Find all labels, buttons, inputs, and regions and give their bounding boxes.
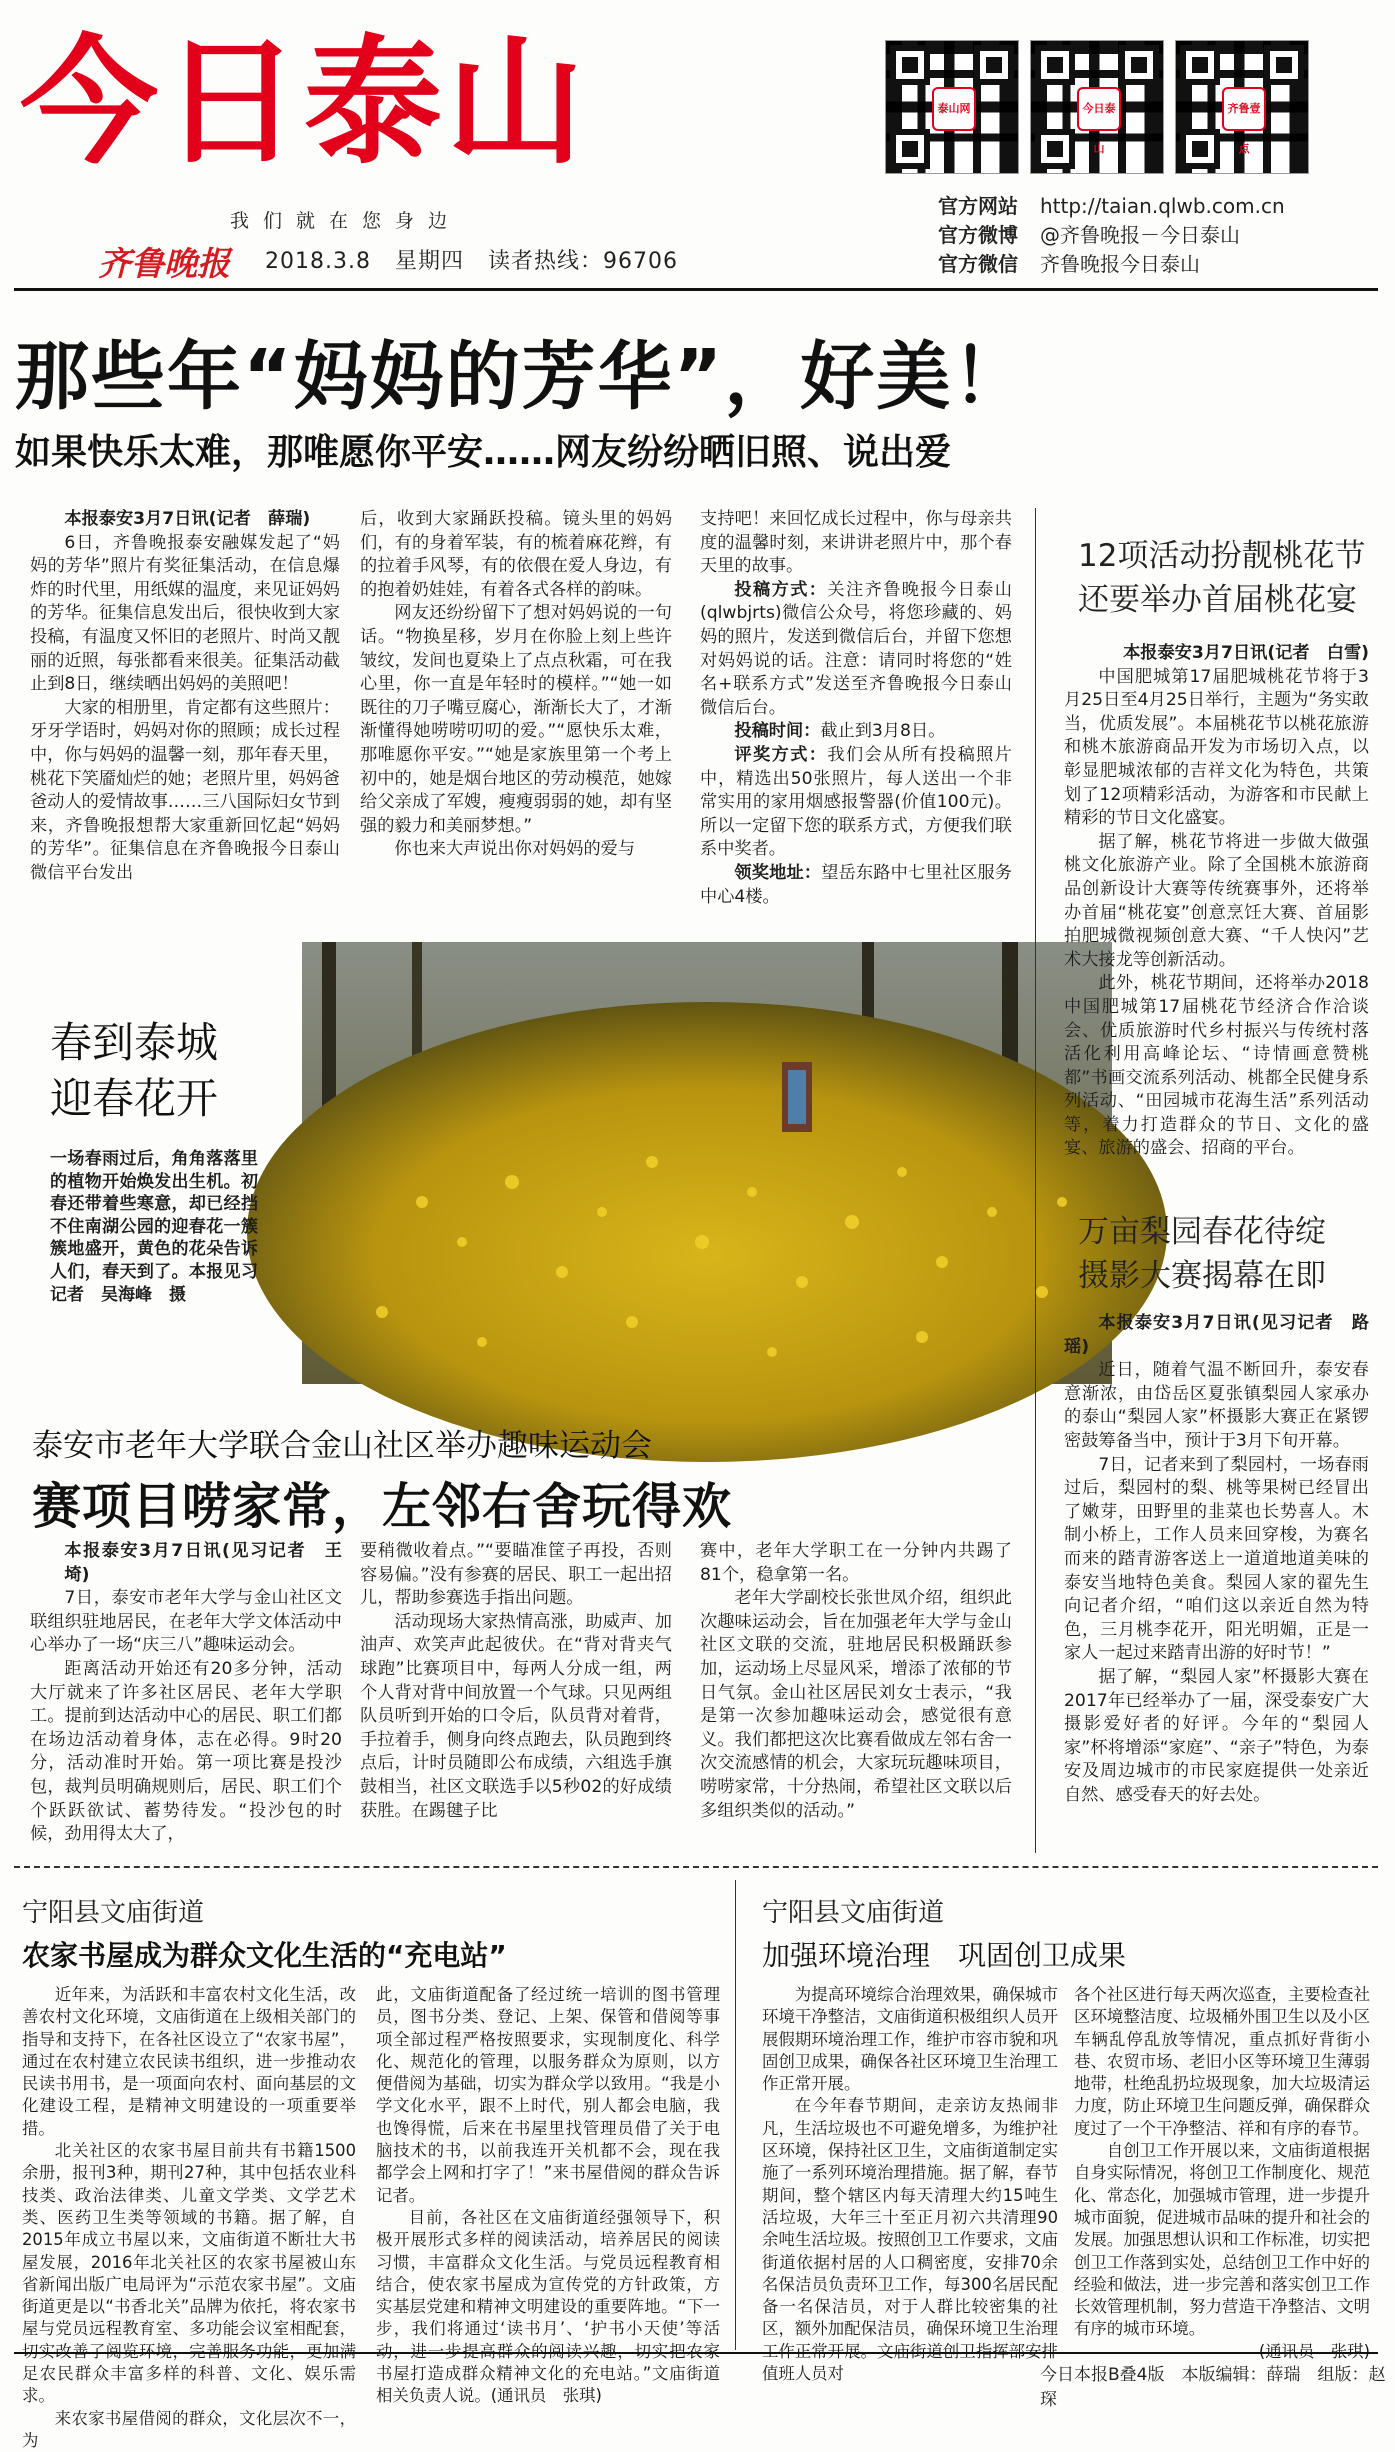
masthead-rule [14,288,1378,291]
photo-credit: 本报见习记者 吴海峰 摄 [50,1261,259,1305]
qr-code-icon: 今日泰山 [1030,40,1164,174]
sanitation-headline: 加强环境治理 巩固创卫成果 [762,1939,1127,1972]
weekday: 星期四 [394,249,464,274]
qr-code-icon: 泰山网 [885,40,1019,174]
official-weibo: 官方微博 @齐鲁晚报－今日泰山 [938,223,1240,247]
bookroom-headline: 农家书屋成为群众文化生活的“充电站” [22,1939,507,1972]
lead-col-2: 后，收到大家踊跃投稿。镜头里的妈妈们，有的身着军装，有的梳着麻花辫，有的拉着手风琴，有的依偎在爱人身边，有的抱着奶娃娃，有着各式各样的韵味。 网友还纷纷留下了想对妈妈说的一句话。“物换星移，岁月在你脸上刻上些许皱纹，发间也夏染上了点点秋霜，可在我心里，你一直是年轻时的模样。”“她一如既往的刀子嘴豆腐心，渐渐长大了，才渐渐懂得她唠唠叨叨的爱。”“愿快乐太难，那唯愿你平安。”“她是家族里第一个考上初中的，她是烟台地区的劳动模范，她嫁给父亲成了军嫂，瘦瘦弱弱的她，却有坚强的毅力和美丽梦想。” 你也来大声说出你对妈妈的爱与 [360,509,672,860]
bookroom-col-1: 近年来，为活跃和丰富农村文化生活，改善农村文化环境，文庙街道在上级相关部门的指导和支持下，在各社区设立了“农家书屋”，通过在农村建立农民读书组织，进一步推动农民读书用书，是一项面向农村、面向基层的文化建设工程，是精神文明建设的一项重要举措。 北关社区的农家书屋目前共有书籍1500余册，报刊3种，期刊27种，其中包括农业科技类、政治法律类、儿童文学类、文学艺术类、医药卫生类等领域的书籍。据了解，自2015年成立书屋以来，文庙街道不断壮大书屋发展，2016年北关社区的农家书屋被山东省新闻出版广电局评为“示范农家书屋”。文庙街道更是以“书香北关”品牌为依托，将农家书屋与党员远程教育室、多功能会议室相配套， 足农民群众丰富多样的科普、文化、娱乐需求。 来农家书屋借阅的群众，文化层次不一，为 [22,1985,356,2450]
column-divider [735,1880,736,2350]
sports-col-1: 本报泰安3月7日讯(见习记者 王埼) 7日，泰安市老年大学与金山社区文联组织驻地居民，在老年大学文体活动中心举办了一场“庆三八”趣味运动会。 距离活动开始还有20多分钟，活动大厅就来了许多社区居民、老年大学职工。提前到达活动中心的居民、职工们都在场边活动着身体，志在必得。9时20分，活动准时开始。第一项比赛是投沙包，裁判员明确规则后，居民、职工们个个跃跃欲试、蓄势待发。“投沙包的时候，劲用得太大了， [30,1541,342,1845]
lead-subhead: 如果快乐太难，那唯愿你平安……网友纷纷晒旧照、说出爱 [15,432,952,473]
slogan: 我们就在您身边 [230,210,462,232]
website-link[interactable]: http://taian.qlwb.com.cn [1040,194,1285,218]
lead-col-3: 支持吧！来回忆成长过程中，你与母亲共度的温馨时刻，来讲讲老照片中，那个春天里的故事。 投稿方式：关注齐鲁晚报今日泰山(qlwbjrts)微信公众号，将您珍藏的、妈妈的照片，发送到微信后台，并留下您想对妈妈说的话。注意：请同时将您的“姓名+联系方式”发送至齐鲁晚报今日泰山微信后台。 投稿时间：截止到3月8日。 评奖方式：我们会从所有投稿照片中，精选出50张照片，每人送出一个非常实用的家用烟感报警器(价值100元)。所以一定留下您的联系方式，方便我们联系中奖者。 领奖地址：望岳东路中七里社区服务中心4楼。 [700,509,1012,907]
sports-col-2: 要稍微收着点。”“要瞄准筐子再投，否则容易偏。”没有参赛的居民、职工一起出招儿，帮助参赛选手指出问题。 活动现场大家热情高涨，助威声、加油声、欢笑声此起彼伏。在“背对背夹气球跑”比赛项目中，每两人分成一组，两个人背对背中间放置一个气球。只见两组队员听到开始的口令后，队员背对着背，手拉着手，侧身向终点跑去，队员跑到终点后，计时员随即公布成绩，六组选手旗鼓相当，社区文联选手以5秒02的好成绩获胜。在踢毽子比 [360,1541,672,1821]
masthead-title: 今日泰山 [20,22,589,183]
sanitation-col-1: 为提高环境综合治理效果，确保城市环境干净整洁，文庙街道积极组织人员开展假期环境治理工作，维护市容市貌和巩固创卫成果，确保各社区环境卫生治理工作正常开展。 在今年春节期间，走亲访友热闹非凡，生活垃圾也不可避免增多，为维护社区环境，保持社区卫生，文庙街道制定实施了一系列环境治理措施。据了解，春节期间，整个辖区内每天清理大约15吨生活垃圾，大年三十至正月初六共清理90余吨生活垃圾。按照创卫工作要求，文庙街道依据村居的人口稠密度，安排70余名保洁员负责环卫工作，每300名居民配备一名保洁员，对于人群比较密集的社区，额外加配保洁员，确保环境卫生治理 值班人员对 [762,1985,1058,2384]
forsythia-photo-illustration [302,942,1112,1384]
sanitation-kicker: 宁阳县文庙街道 [762,1898,945,1928]
sports-col-3: 赛中，老年大学职工在一分钟内共踢了81个，稳拿第一名。 老年大学副校长张世凤介绍，组织此次趣味运动会，旨在加强老年大学与金山社区文联的交流，驻地居民积极踊跃参加，运动场上尽显风采，增添了浓郁的节日气氛。金山社区居民刘女士表示，“我是第一次参加趣味运动会，感觉很有意义。我们都把这次比赛看做成左邻右舍一次交流感情的机会，大家玩玩趣味项目，唠唠家常，十分热闹，希望社区文联以后多组织类似的活动。” [700,1541,1012,1821]
photo-caption: 一场春雨过后，角角落落里的植物开始焕发出生机。初春还带着些寒意，却已经挡不住南湖公园的迎春花一簇簇地盛开，黄色的花朵告诉人们，春天到了。本报见习记者 吴海峰 摄 [50,1149,259,1305]
sports-headline: 赛项目唠家常，左邻右舍玩得欢 [32,1478,733,1535]
hotline: 读者热线：96706 [487,249,678,274]
page-footer: 今日本报B叠4版 本版编辑：薛瑞 组版：赵琛 [1040,2365,1386,2410]
section-divider [14,1866,1378,1868]
lead-headline: 那些年“妈妈的芳华”，好美！ [15,334,1029,420]
pear-orchard-title: 万亩梨园春花待绽 摄影大赛揭幕在即 [1078,1214,1326,1294]
sports-kicker: 泰安市老年大学联合金山社区举办趣味运动会 [32,1428,652,1464]
sanitation-col-2: 各个社区进行每天两次巡查，主要检查社区环境整洁度、垃圾桶外围卫生以及小区车辆乱停乱放等情况，重点抓好背街小巷、农贸市场、老旧小区等环境卫生薄弱地带，杜绝乱扔垃圾现象，加大垃圾清运力度，防止环境卫生问题反弹，确保群众度过了一个干净整洁、祥和有序的春节。 自创卫工作开展以来，文庙街道根据自身实际情况，将创卫工作制度化、规范化、常态化，加强城市管理，进一步提升城市面貌，促进城市品味的提升和社会的发展。加强思想认识和工作标准，切实把创卫工作落到实处，总结创卫工作中好的经验和做法，进一步完善和落实创卫工作长效管理机制，努力营造干净整洁、文明有序的城市环境。 [1074,1985,1370,2339]
qr-code-icon: 齐鲁壹点 [1175,40,1309,174]
official-wechat: 官方微信 齐鲁晚报今日泰山 [938,252,1200,276]
pear-orchard-body: 本报泰安3月7日讯(见习记者 路瑶) 近日，随着气温不断回升，泰安春意渐浓，由岱岳区夏张镇梨园人家承办的泰山“梨园人家”杯摄影大赛正在紧锣密鼓筹备当中，预计于3月下旬开幕。 7日，记者来到了梨园村，一场春雨过后，梨园村的梨、桃等果树已经冒出了嫩芽，田野里的韭菜也长势喜人。木制小桥上，工作人员来回穿梭，为赛名而来的踏青游客送上一道道地道美味的泰安当地特色美食。梨园人家的翟先生向记者介绍，“咱们这以亲近自然为特色，三月桃李花开，阳光明媚，正是一家人一起过来踏青出游的好时节！” 据了解，“梨园人家”杯摄影大赛在2017年已经举办了一届，深受泰安广大摄影爱好者的好评。今年的“梨园人家”杯将增添“家庭”、“亲子”特色，为泰安及周边城市的市民家庭提供一处亲近自然、感受春天的好去处。 [1064,1313,1369,1805]
peach-festival-title: 12项活动扮靓桃花节 还要举办首届桃花宴 [1078,538,1366,618]
photo-story-title: 春到泰城 迎春花开 [50,1018,219,1123]
peach-festival-body: 本报泰安3月7日讯(记者 白雪) 中国肥城第17届肥城桃花节将于3月25日至4月25日举行，主题为“务实敢当，优质发展”。本届桃花节以桃花旅游和桃木旅游商品开发为市场切入点，以彰显肥城浓郁的吉祥文化为特色，共策划了12项精彩活动，为游客和市民献上精彩的节日文化盛宴。 据了解，桃花节将进一步做大做强桃文化旅游产业。除了全国桃木旅游商品创新设计大赛等传统赛事外，还将举办首届“桃花宴”创意烹饪大赛、首届影拍肥城微视频创意大赛、“千人快闪”艺术大接龙等创新活动。 此外，桃花节期间，还将举办2018中国肥城第17届桃花节经济合作洽谈会、优质旅游时代乡村振兴与传统村落活化利用高峰论坛、“诗情画意赞桃都”书画交流系列活动、桃都全民健身系列活动、“田园城市花海生活”系列活动等，着力打造群众的节日、文化的盛宴、旅游的盛会、招商的平台。 [1064,643,1369,1159]
official-website: 官方网站 http://taian.qlwb.com.cn [938,194,1285,218]
column-divider [1035,508,1036,1853]
bookroom-col-2: 此，文庙街道配备了经过统一培训的图书管理员，图书分类、登记、上架、保管和借阅等事项全部过程严格按照要求，实现制度化、科学化、规范化的管理，以服务群众为原则，以方便借阅为基础，切实为群众学以致用。“我是小学文化水平，跟不上时代，别人都会电脑，我也馋得慌，后来在书屋里找管理员借了关于电脑技术的书，以前我连开关机都不会，现在我都学会上网和打字了！”来书屋借阅的群众告诉记者。 目前，各社区在文庙街道经强领导下，积极开展形式多样的阅读活动，培养居民的阅读习惯，丰富群众文化生活。与党员远程教育相结合，使农家书屋成为宣传党的方针政策，方实基层党建和精神文明建设的重要阵地。“下一步，我们将通过‘读书月’、‘护书小天使’等活 书屋打造成群众精神文化的充电站。”文庙街道相关负责人说。(通讯员 张琪) [376,1985,720,2406]
issue-date: 2018.3.8 [265,249,371,274]
forsythia-photo [302,942,1112,1384]
paper-logo: 齐鲁晚报 [98,244,230,283]
dateline [265,244,678,275]
footer-rule [14,2352,1378,2354]
lead-col-1: 本报泰安3月7日讯(记者 薛瑞) 6日，齐鲁晚报泰安融媒发起了“妈妈的芳华”照片有奖征集活动，在信息爆炸的时代里，用纸媒的温度，来见证妈妈的芳华。征集信息发出后，很快收到大家投稿，有温度又怀旧的老照片、时尚又靓丽的近照，每张都看来很美。征集活动截止到8日，继续晒出妈妈的美照吧！ 大家的相册里，肯定都有这些照片：牙牙学语时，妈妈对你的照顾；成长过程中，你与妈妈的温馨一刻，那年春天里，桃花下笑靥灿烂的她；老照片里，妈妈爸爸动人的爱情故事……三八国际妇女节到来，齐鲁晚报想帮大家重新回忆起“妈妈的芳华”。征集信息在齐鲁晚报今日泰山微信平台发出 [30,509,340,883]
bookroom-kicker: 宁阳县文庙街道 [22,1898,205,1928]
byline: 本报泰安3月7日讯(记者 薛瑞) [64,509,311,529]
